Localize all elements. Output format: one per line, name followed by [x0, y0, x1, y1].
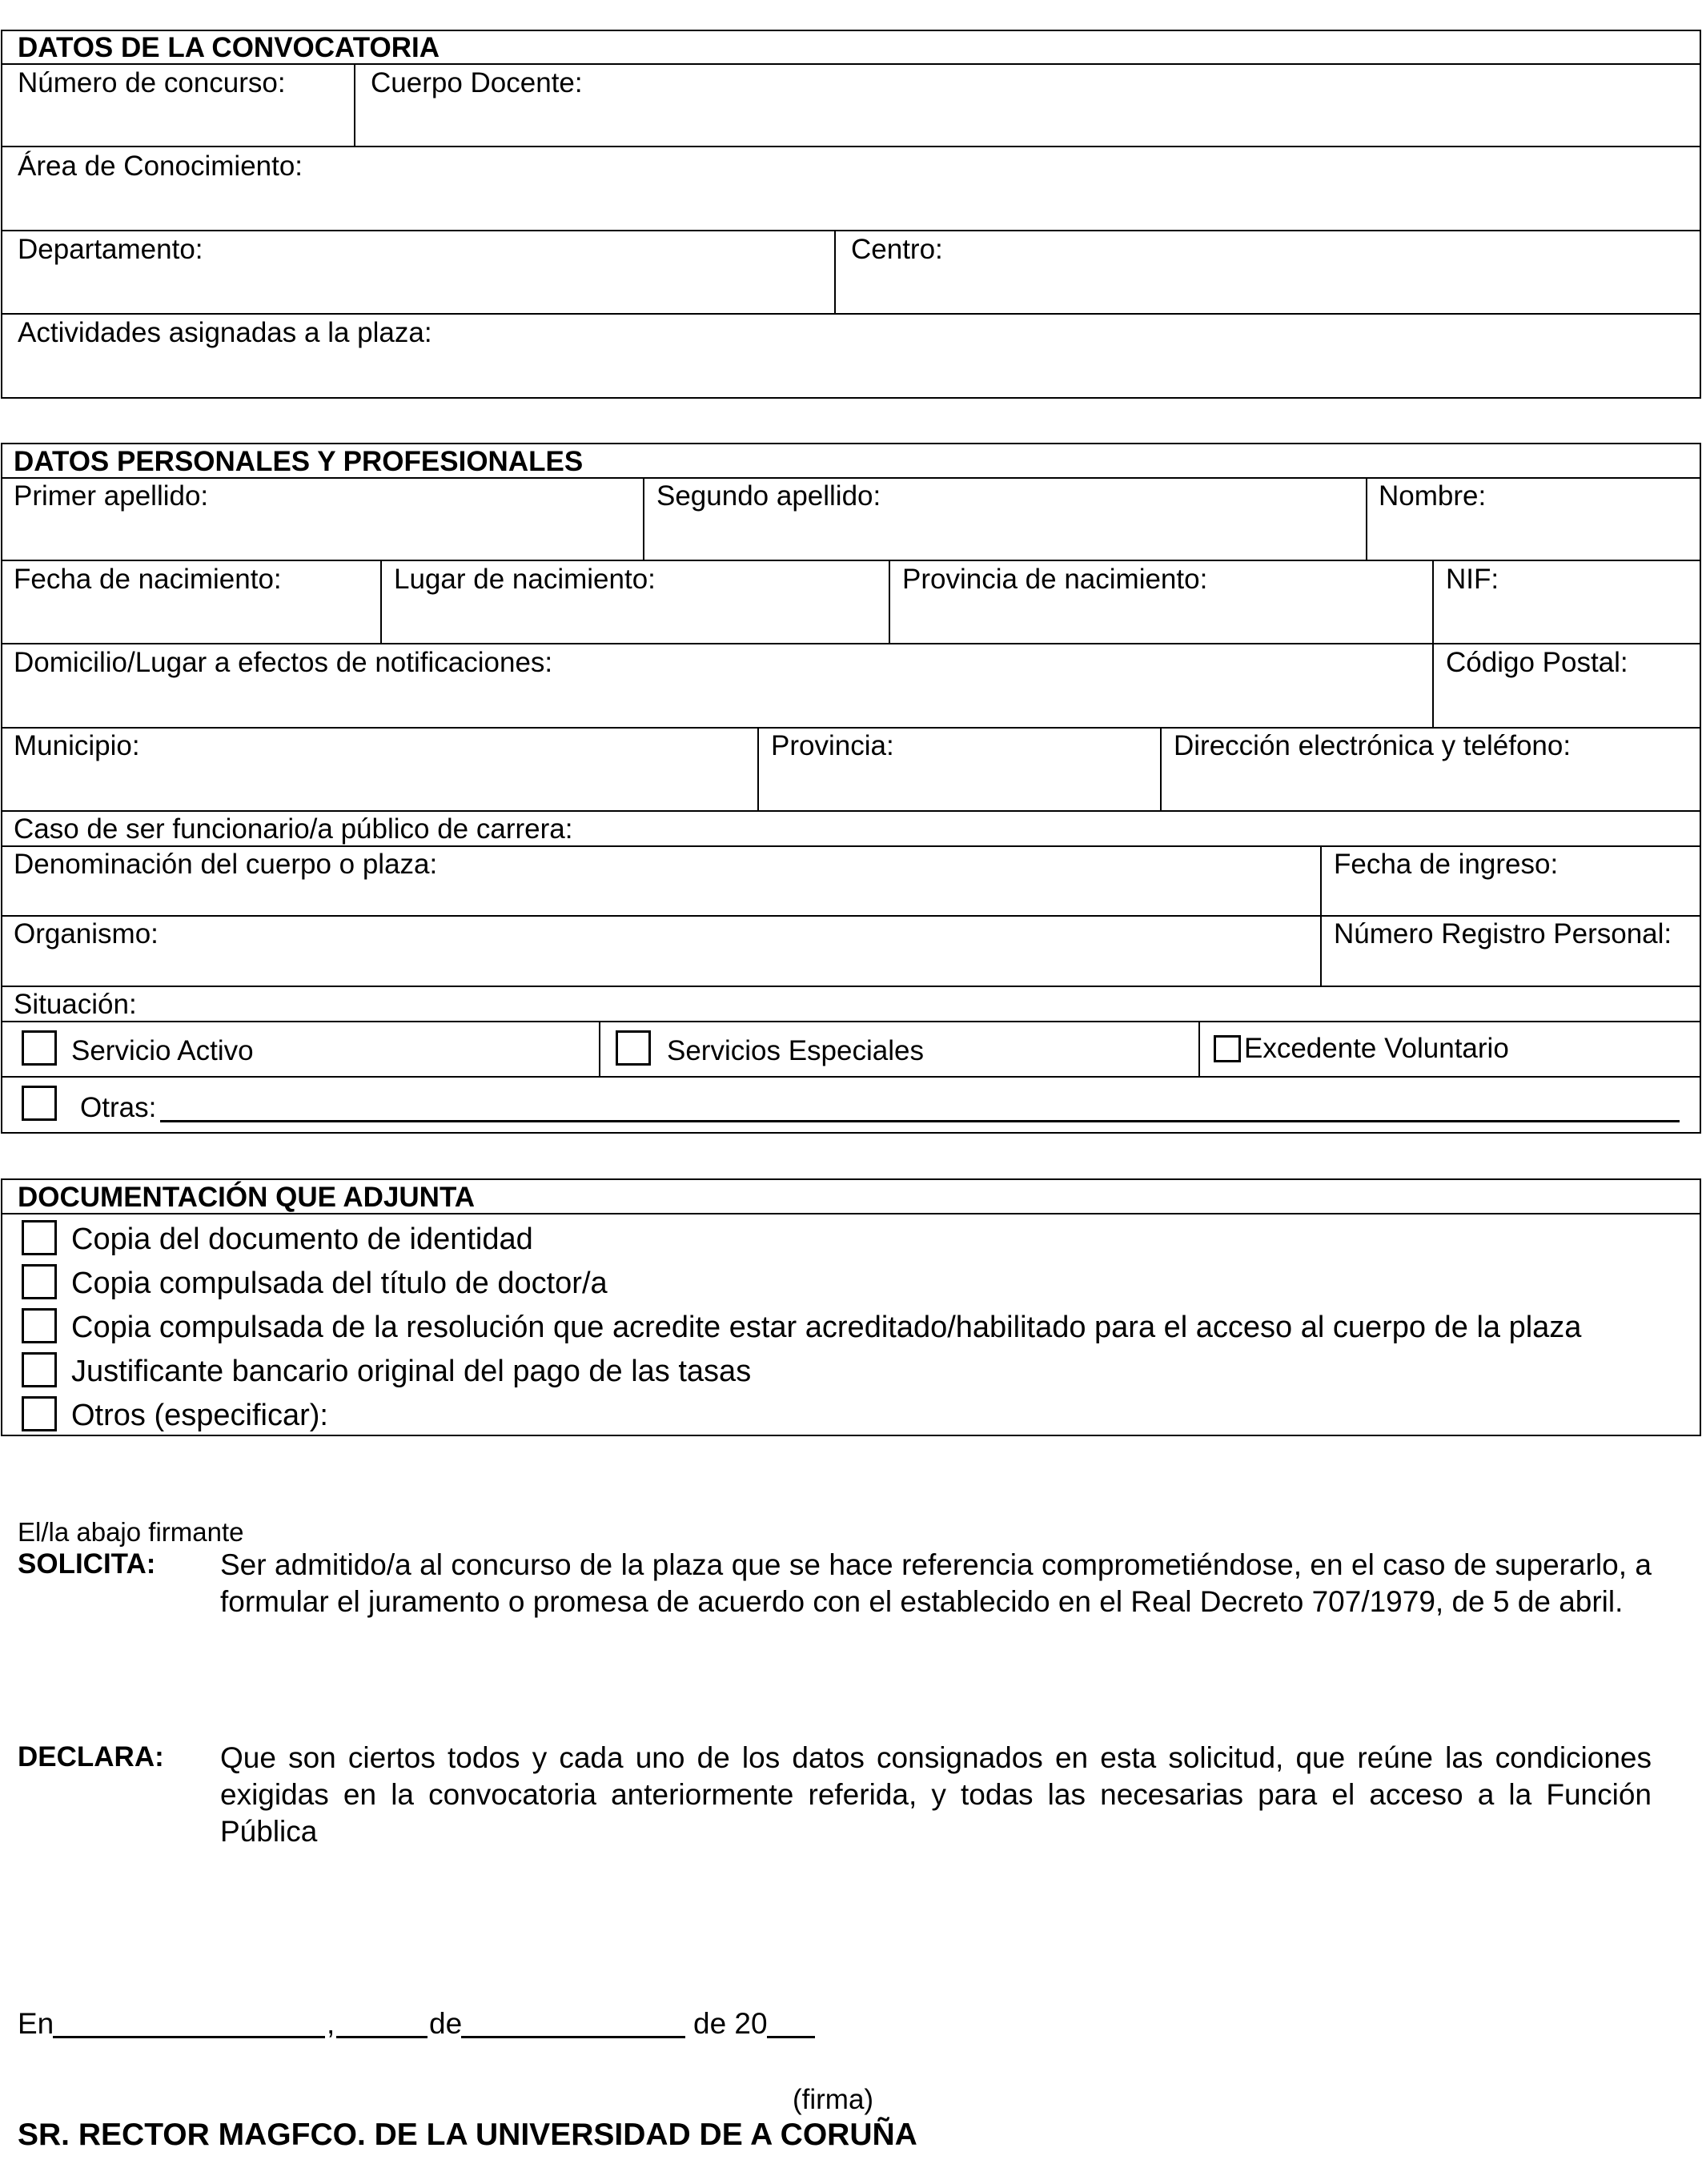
- divider: [1, 643, 1701, 644]
- destinatario: SR. RECTOR MAGFCO. DE LA UNIVERSIDAD DE A CORUÑA: [18, 2118, 917, 2152]
- ano-input-line[interactable]: [767, 2036, 815, 2038]
- excedente-checkbox[interactable]: [1214, 1035, 1241, 1062]
- doc-checkbox-justificante[interactable]: [22, 1352, 57, 1387]
- divider: [1, 1076, 1701, 1078]
- divider: [1366, 477, 1367, 560]
- section-title: DATOS PERSONALES Y PROFESIONALES: [14, 446, 584, 477]
- segundo-apellido-field[interactable]: Segundo apellido:: [656, 480, 881, 512]
- excedente-label: Excedente Voluntario: [1244, 1033, 1509, 1064]
- divider: [1, 915, 1701, 917]
- area-conocimiento-field[interactable]: Área de Conocimiento:: [18, 151, 303, 182]
- actividades-field[interactable]: Actividades asignadas a la plaza:: [18, 317, 432, 348]
- solicita-text: Ser admitido/a al concurso de la plaza que se hace referencia comprometiéndose, en el caso de superarlo, a formular el juramento o promesa de acuerdo con el establecido en el Real Decreto 707/1979, de 5 de abril.: [220, 1548, 1652, 1618]
- doc-item-identidad: Copia del documento de identidad: [71, 1222, 533, 1256]
- divider: [643, 477, 644, 560]
- doc-item-resolucion: Copia compulsada de la resolución que acredite estar acreditado/habilitado para el acceso al cuerpo de la plaza: [71, 1311, 1582, 1344]
- section-title: DOCUMENTACIÓN QUE ADJUNTA: [18, 1182, 476, 1213]
- doc-checkbox-identidad[interactable]: [22, 1220, 57, 1255]
- codigo-postal-field[interactable]: Código Postal:: [1446, 647, 1628, 678]
- situacion-label: Situación:: [14, 989, 137, 1020]
- lugar-input-line[interactable]: [53, 2036, 325, 2038]
- de20-label: de 20: [693, 2007, 768, 2040]
- divider: [1, 810, 1701, 812]
- domicilio-field[interactable]: Domicilio/Lugar a efectos de notificaciones:: [14, 647, 553, 678]
- divider: [1, 313, 1701, 315]
- servicio-activo-checkbox[interactable]: [22, 1030, 57, 1066]
- otras-checkbox[interactable]: [22, 1086, 57, 1121]
- divider: [1160, 727, 1162, 810]
- divider: [1, 727, 1701, 729]
- divider: [1, 1021, 1701, 1022]
- declara-text: Que son ciertos todos y cada uno de los datos consignados en esta solicitud, que reúne las condiciones exigidas en la convocatoria anteriormente referida, y todas las necesarias para el acceso a la Función Pública: [220, 1741, 1652, 1848]
- otras-input-line[interactable]: [160, 1120, 1680, 1122]
- funcionario-label: Caso de ser funcionario/a público de carrera:: [14, 813, 573, 845]
- servicio-activo-label: Servicio Activo: [71, 1035, 254, 1066]
- divider: [889, 560, 890, 643]
- fecha-ingreso-field[interactable]: Fecha de ingreso:: [1334, 849, 1559, 880]
- divider: [1198, 1021, 1200, 1076]
- doc-item-titulo: Copia compulsada del título de doctor/a: [71, 1267, 608, 1300]
- doc-item-justificante: Justificante bancario original del pago de las tasas: [71, 1355, 752, 1388]
- firmante-intro: El/la abajo firmante: [18, 1517, 244, 1547]
- documentacion-frame: [1, 1178, 1701, 1436]
- firma-label: (firma): [793, 2084, 874, 2115]
- provincia-field[interactable]: Provincia:: [771, 730, 894, 761]
- section-title: DATOS DE LA CONVOCATORIA: [18, 32, 440, 63]
- fecha-nacimiento-field[interactable]: Fecha de nacimiento:: [14, 564, 282, 595]
- divider: [599, 1021, 600, 1076]
- denominacion-field[interactable]: Denominación del cuerpo o plaza:: [14, 849, 438, 880]
- doc-checkbox-otros[interactable]: [22, 1396, 57, 1431]
- solicita-label: SOLICITA:: [18, 1548, 156, 1580]
- divider: [1, 986, 1701, 987]
- divider: [757, 727, 759, 810]
- doc-checkbox-titulo[interactable]: [22, 1264, 57, 1299]
- doc-item-otros: Otros (especificar):: [71, 1399, 328, 1432]
- numero-registro-field[interactable]: Número Registro Personal:: [1334, 918, 1672, 949]
- direccion-electronica-field[interactable]: Dirección electrónica y teléfono:: [1174, 730, 1572, 761]
- servicios-especiales-label: Servicios Especiales: [667, 1035, 924, 1066]
- divider: [1, 845, 1701, 847]
- divider: [1320, 845, 1322, 986]
- declara-label: DECLARA:: [18, 1741, 164, 1772]
- otras-label: Otras:: [80, 1092, 157, 1123]
- nif-field[interactable]: NIF:: [1446, 564, 1499, 595]
- dia-input-line[interactable]: [336, 2036, 428, 2038]
- en-label: En: [18, 2007, 54, 2040]
- numero-concurso-field[interactable]: Número de concurso:: [18, 67, 286, 98]
- personales-frame: [1, 443, 1701, 1134]
- doc-checkbox-resolucion[interactable]: [22, 1308, 57, 1343]
- divider: [834, 230, 836, 313]
- municipio-field[interactable]: Municipio:: [14, 730, 140, 761]
- mes-input-line[interactable]: [461, 2036, 685, 2038]
- divider: [1, 146, 1701, 147]
- departamento-field[interactable]: Departamento:: [18, 234, 203, 265]
- comma-label: ,: [327, 2007, 335, 2040]
- centro-field[interactable]: Centro:: [851, 234, 943, 265]
- de-label: de: [429, 2007, 463, 2040]
- cuerpo-docente-field[interactable]: Cuerpo Docente:: [371, 67, 583, 98]
- servicios-especiales-checkbox[interactable]: [616, 1030, 651, 1066]
- divider: [380, 560, 382, 643]
- divider: [1, 230, 1701, 231]
- provincia-nacimiento-field[interactable]: Provincia de nacimiento:: [902, 564, 1208, 595]
- lugar-nacimiento-field[interactable]: Lugar de nacimiento:: [394, 564, 656, 595]
- divider: [1432, 560, 1434, 727]
- divider: [1, 560, 1701, 561]
- nombre-field[interactable]: Nombre:: [1379, 480, 1487, 512]
- organismo-field[interactable]: Organismo:: [14, 918, 159, 949]
- divider: [354, 63, 355, 146]
- primer-apellido-field[interactable]: Primer apellido:: [14, 480, 209, 512]
